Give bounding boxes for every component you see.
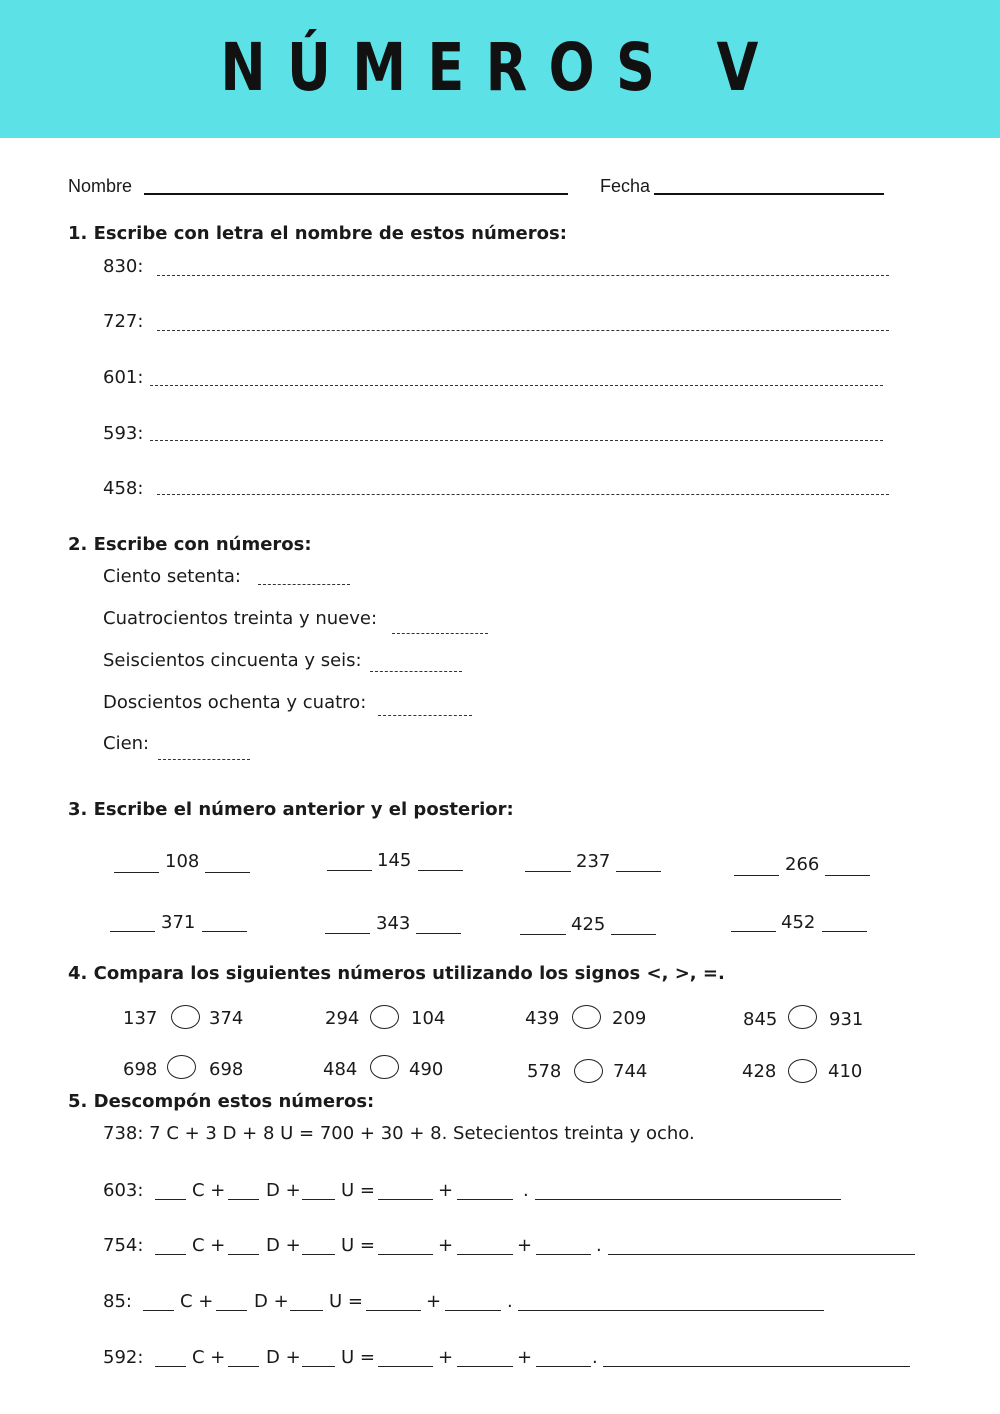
tens-blank[interactable]: [228, 1199, 259, 1200]
s2-item-5-answer-line[interactable]: [158, 759, 250, 760]
plus-sign: +: [517, 1235, 533, 1256]
period: .: [592, 1347, 598, 1368]
s1-item-1-label: 830:: [103, 256, 144, 277]
s3-after-line[interactable]: [418, 870, 463, 871]
s3-before-line[interactable]: [525, 871, 571, 872]
plus-sign: +: [426, 1291, 442, 1312]
s4-left-number: 137: [123, 1008, 158, 1029]
compare-circle[interactable]: [788, 1005, 817, 1029]
s3-after-line[interactable]: [202, 931, 247, 932]
s1-item-4-answer-line[interactable]: [150, 440, 883, 441]
s3-number: 371: [161, 912, 196, 933]
s3-after-line[interactable]: [416, 933, 461, 934]
s3-after-line[interactable]: [822, 931, 867, 932]
tens-label: D +: [266, 1180, 301, 1201]
compare-circle[interactable]: [370, 1055, 399, 1079]
plus-sign: +: [438, 1235, 454, 1256]
hundreds-blank[interactable]: [155, 1366, 186, 1367]
compare-circle[interactable]: [574, 1059, 603, 1083]
s1-item-4-label: 593:: [103, 423, 144, 444]
s3-before-line[interactable]: [734, 875, 779, 876]
tens-label: D +: [254, 1291, 289, 1312]
value-blank[interactable]: [457, 1254, 513, 1255]
units-blank[interactable]: [302, 1254, 335, 1255]
plus-sign: +: [517, 1347, 533, 1368]
words-blank[interactable]: [603, 1366, 910, 1367]
s2-item-4-label: Doscientos ochenta y cuatro:: [103, 692, 367, 713]
s2-item-3-label: Seiscientos cincuenta y seis:: [103, 650, 362, 671]
s3-before-line[interactable]: [520, 934, 566, 935]
plus-sign: +: [438, 1347, 454, 1368]
s3-number: 425: [571, 914, 606, 935]
s4-right-number: 490: [409, 1059, 444, 1080]
words-blank[interactable]: [535, 1199, 841, 1200]
hundreds-blank[interactable]: [155, 1254, 186, 1255]
s4-right-number: 744: [613, 1061, 648, 1082]
s1-item-5-label: 458:: [103, 478, 144, 499]
compare-circle[interactable]: [572, 1005, 601, 1029]
section3-heading: 3. Escribe el número anterior y el posterior:: [68, 799, 514, 820]
tens-label: D +: [266, 1347, 301, 1368]
value-blank[interactable]: [445, 1310, 501, 1311]
date-label: Fecha: [600, 176, 651, 196]
s4-right-number: 374: [209, 1008, 244, 1029]
section5-heading: 5. Descompón estos números:: [68, 1091, 375, 1112]
section4-heading: 4. Compara los siguientes números utilizando los signos <, >, =.: [68, 963, 725, 984]
s4-left-number: 428: [742, 1061, 777, 1082]
s3-before-line[interactable]: [327, 870, 372, 871]
s2-item-2-label: Cuatrocientos treinta y nueve:: [103, 608, 378, 629]
value-blank[interactable]: [536, 1254, 591, 1255]
s5-example: 738: 7 C + 3 D + 8 U = 700 + 30 + 8. Setecientos treinta y ocho.: [103, 1123, 695, 1144]
s5-item-label: 85:: [103, 1291, 132, 1312]
value-blank[interactable]: [378, 1254, 433, 1255]
value-blank[interactable]: [366, 1310, 421, 1311]
hundreds-label: C +: [180, 1291, 214, 1312]
units-label: U =: [341, 1180, 375, 1201]
s4-left-number: 845: [743, 1009, 778, 1030]
page-title: NÚMEROS V: [220, 29, 780, 106]
s4-left-number: 698: [123, 1059, 158, 1080]
units-blank[interactable]: [290, 1310, 323, 1311]
value-blank[interactable]: [378, 1366, 433, 1367]
period: .: [523, 1180, 529, 1201]
s2-item-3-answer-line[interactable]: [370, 671, 462, 672]
s4-right-number: 209: [612, 1008, 647, 1029]
s3-before-line[interactable]: [731, 931, 776, 932]
s3-number: 452: [781, 912, 816, 933]
s3-number: 237: [576, 851, 611, 872]
s1-item-1-answer-line[interactable]: [157, 275, 889, 276]
s2-item-5-label: Cien:: [103, 733, 150, 754]
units-label: U =: [341, 1347, 375, 1368]
section1-heading: 1. Escribe con letra el nombre de estos números:: [68, 223, 567, 244]
s2-item-4-answer-line[interactable]: [378, 715, 472, 716]
compare-circle[interactable]: [370, 1005, 399, 1029]
hundreds-label: C +: [192, 1347, 226, 1368]
s4-left-number: 578: [527, 1061, 562, 1082]
period: .: [507, 1291, 513, 1312]
s1-item-2-answer-line[interactable]: [157, 330, 889, 331]
s1-item-3-answer-line[interactable]: [150, 385, 883, 386]
value-blank[interactable]: [457, 1199, 513, 1200]
s3-before-line[interactable]: [114, 872, 159, 873]
s2-item-1-answer-line[interactable]: [258, 584, 350, 585]
words-blank[interactable]: [518, 1310, 824, 1311]
date-field[interactable]: [654, 193, 884, 195]
s2-item-2-answer-line[interactable]: [392, 633, 488, 634]
s3-number: 343: [376, 913, 411, 934]
s4-right-number: 104: [411, 1008, 446, 1029]
name-field[interactable]: [144, 193, 568, 195]
s4-right-number: 931: [829, 1009, 864, 1030]
s4-right-number: 698: [209, 1059, 244, 1080]
s3-number: 108: [165, 851, 200, 872]
value-blank[interactable]: [457, 1366, 513, 1367]
hundreds-blank[interactable]: [155, 1199, 186, 1200]
s3-after-line[interactable]: [616, 871, 661, 872]
tens-blank[interactable]: [216, 1310, 247, 1311]
hundreds-label: C +: [192, 1180, 226, 1201]
hundreds-label: C +: [192, 1235, 226, 1256]
value-blank[interactable]: [378, 1199, 433, 1200]
section2-heading: 2. Escribe con números:: [68, 534, 312, 555]
hundreds-blank[interactable]: [143, 1310, 174, 1311]
s1-item-2-label: 727:: [103, 311, 144, 332]
s5-item-label: 603:: [103, 1180, 144, 1201]
s4-left-number: 484: [323, 1059, 358, 1080]
s3-number: 266: [785, 854, 820, 875]
words-blank[interactable]: [608, 1254, 915, 1255]
tens-blank[interactable]: [228, 1366, 259, 1367]
s3-before-line[interactable]: [110, 931, 155, 932]
s2-item-1-label: Ciento setenta:: [103, 566, 241, 587]
s4-left-number: 294: [325, 1008, 360, 1029]
s3-before-line[interactable]: [325, 933, 370, 934]
s4-right-number: 410: [828, 1061, 863, 1082]
compare-circle[interactable]: [788, 1059, 817, 1083]
s3-after-line[interactable]: [205, 872, 250, 873]
s3-number: 145: [377, 850, 412, 871]
s1-item-5-answer-line[interactable]: [157, 494, 889, 495]
period: .: [596, 1235, 602, 1256]
s4-left-number: 439: [525, 1008, 560, 1029]
name-label: Nombre: [68, 176, 133, 196]
s1-item-3-label: 601:: [103, 367, 144, 388]
s3-after-line[interactable]: [825, 875, 870, 876]
tens-blank[interactable]: [228, 1254, 259, 1255]
units-blank[interactable]: [302, 1199, 335, 1200]
s5-item-label: 592:: [103, 1347, 144, 1368]
units-label: U =: [329, 1291, 363, 1312]
plus-sign: +: [438, 1180, 454, 1201]
units-label: U =: [341, 1235, 375, 1256]
s5-item-label: 754:: [103, 1235, 144, 1256]
units-blank[interactable]: [302, 1366, 335, 1367]
compare-circle[interactable]: [171, 1005, 200, 1029]
value-blank[interactable]: [536, 1366, 591, 1367]
compare-circle[interactable]: [167, 1055, 196, 1079]
tens-label: D +: [266, 1235, 301, 1256]
s3-after-line[interactable]: [611, 934, 656, 935]
